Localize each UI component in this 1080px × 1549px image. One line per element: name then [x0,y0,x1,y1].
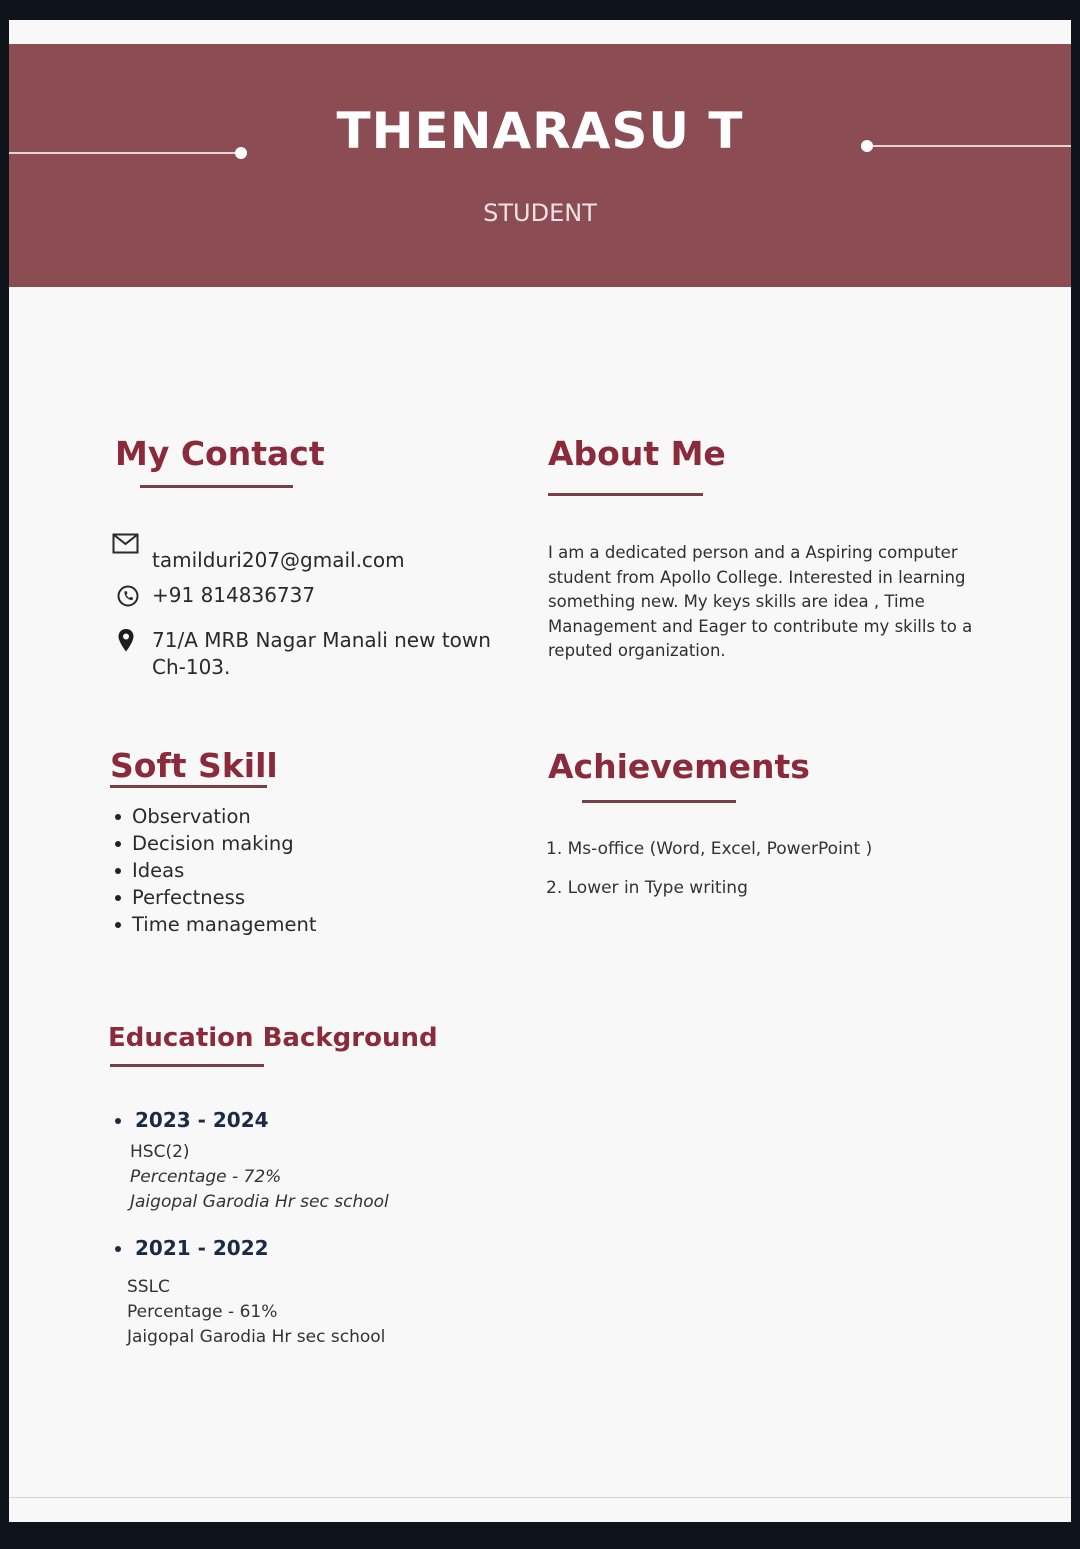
contact-email[interactable]: tamilduri207@gmail.com [152,548,405,572]
contact-phone[interactable]: +91 814836737 [152,583,316,607]
education-years-text: 2021 - 2022 [135,1236,269,1260]
education-heading-underline [110,1064,264,1067]
header-banner [9,44,1071,287]
contact-heading-underline [140,485,293,488]
education-school: Jaigopal Garodia Hr sec school [130,1192,389,1212]
contact-heading: My Contact [115,434,325,473]
phone-icon [117,585,139,607]
achievement-item: 1. Ms-office (Word, Excel, PowerPoint ) [546,839,873,859]
education-years [115,1236,269,1260]
list-item: Time management [113,911,317,938]
soft-skill-heading-underline [110,785,267,788]
soft-skill-list [113,803,317,938]
soft-skill-heading: Soft Skill [110,746,278,785]
achievements-heading: Achievements [548,747,810,786]
resume-page [9,20,1071,1522]
location-pin-icon [117,628,135,653]
candidate-role: STUDENT [483,199,597,227]
list-item: Observation [113,803,317,830]
education-school: Jaigopal Garodia Hr sec school [127,1327,386,1347]
candidate-name: THENARASU T [336,102,744,160]
education-heading: Education Background [108,1023,438,1053]
envelope-icon [112,533,139,554]
contact-address-line2: Ch-103. [152,655,231,679]
education-years-text: 2023 - 2024 [135,1108,269,1132]
education-course: SSLC [127,1277,170,1297]
about-heading: About Me [548,434,726,473]
education-percentage: Percentage - 72% [130,1167,282,1187]
education-course: HSC(2) [130,1142,190,1162]
education-percentage: Percentage - 61% [127,1302,278,1322]
achievement-item: 2. Lower in Type writing [546,878,748,898]
list-item: Decision making [113,830,317,857]
page-bottom-divider [9,1497,1071,1498]
list-item: Perfectness [113,884,317,911]
about-heading-underline [548,493,703,496]
about-paragraph: I am a dedicated person and a Aspiring computer student from Apollo College. Interested in learning something new. My keys skills are idea , Time Management and Eager to contribute my skills to a reputed organization. [548,543,973,660]
contact-address-line1: 71/A MRB Nagar Manali new town [152,628,491,652]
education-years [115,1108,269,1132]
achievements-heading-underline [582,800,736,803]
list-item: Ideas [113,857,317,884]
